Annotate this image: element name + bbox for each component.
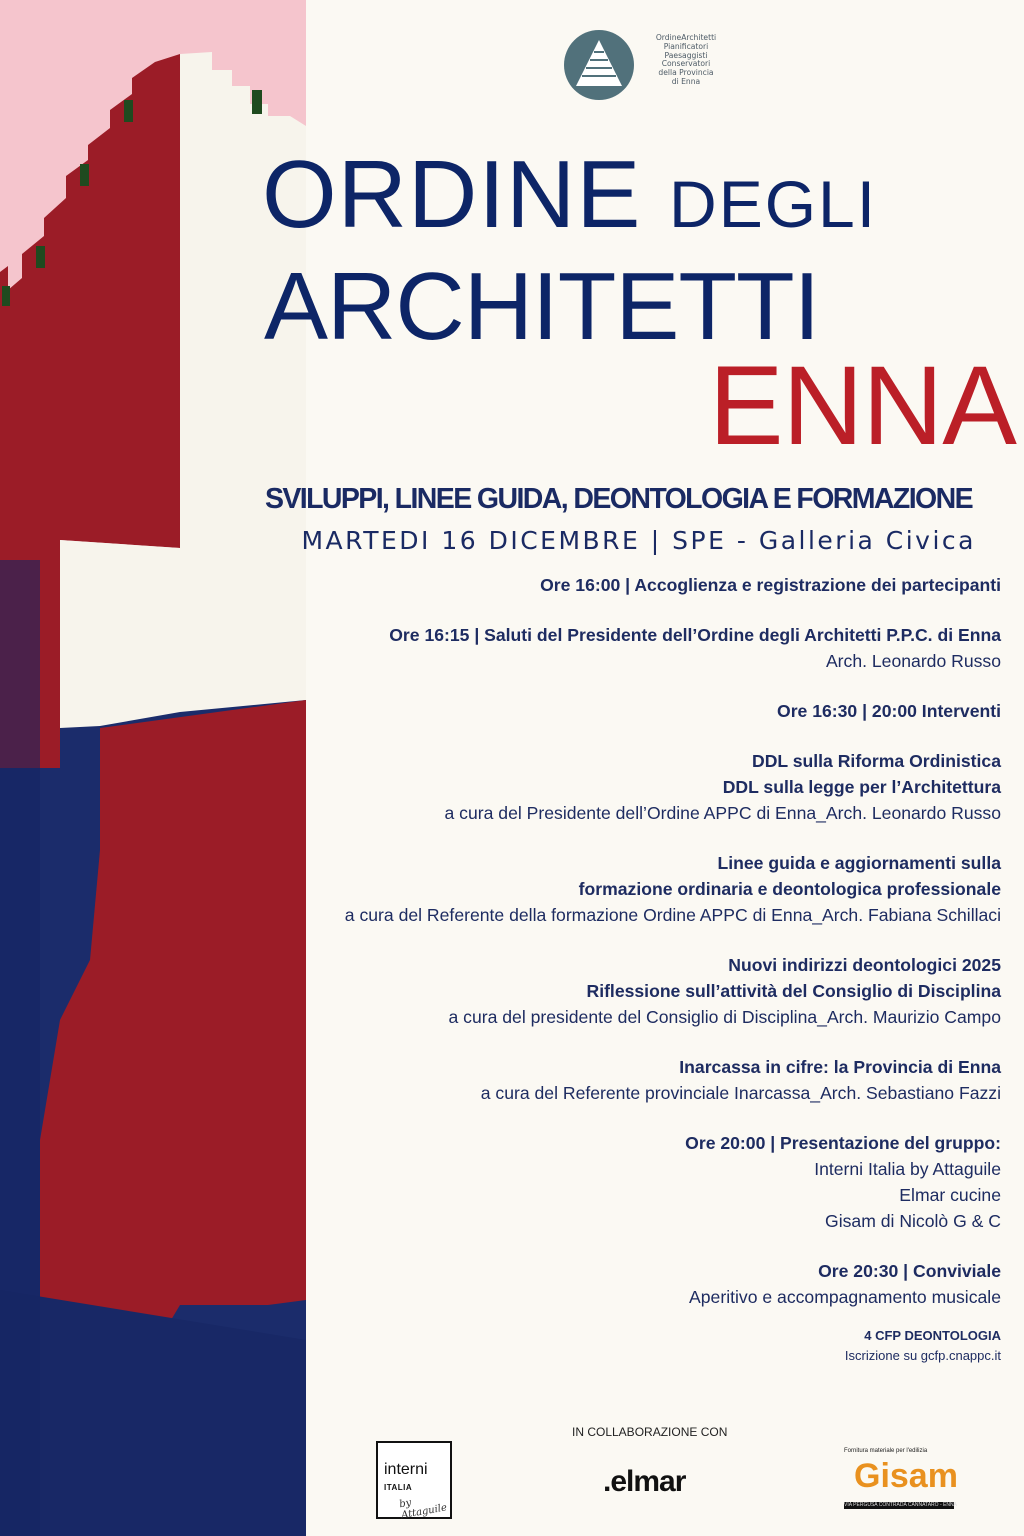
sponsor-name: Interni Italia by Attaguile [814,1159,1001,1179]
interni-logo-signature: by Attaguile [398,1497,448,1522]
logo-line: Paesaggisti [664,50,708,60]
talk-speaker: a cura del presidente del Consiglio di Disciplina_Arch. Maurizio Campo [448,1007,1001,1027]
talk-speaker: a cura del Referente provinciale Inarcassa_Arch. Sebastiano Fazzi [480,1083,1001,1103]
collab-label: IN COLLABORAZIONE CON [572,1425,728,1439]
logo-line: Conservatori [661,59,711,69]
program-item: Ore 16:30 | 20:00 Interventi [777,701,1001,721]
talk-speaker: a cura del Referente della formazione Ordine APPC di Enna_Arch. Fabiana Schillaci [344,905,1001,925]
gisam-logo [844,1448,958,1520]
triangle-logo-icon [564,30,634,100]
title-line-2: ARCHITETTI [264,253,820,360]
elmar-logo: .elmar [603,1465,686,1498]
ordine-logo [564,30,734,120]
gisam-tagline: Fornitura materiale per l'edilizia [844,1448,928,1454]
title-line-1 [262,140,982,259]
title-ordine: ORDINE [262,141,642,248]
title-enna: ENNA [708,343,1016,468]
interni-logo-italia: ITALIA [384,1483,413,1492]
subtitle: SVILUPPI, LINEE GUIDA, DEONTOLOGIA E FORMAZIONE [264,483,972,515]
interni-logo [376,1441,452,1522]
registration-link[interactable]: Iscrizione su gcfp.cnappc.it [844,1348,1001,1363]
talk-title: Nuovi indirizzi deontologici 2025 [728,955,1001,975]
program-item-sub: Aperitivo e accompagnamento musicale [689,1287,1001,1307]
logo-line: OrdineArchitetti [655,33,717,42]
logo-text [638,34,734,87]
talk-title: Riflessione sull’attività del Consiglio di Disciplina [586,981,1001,1001]
program [246,572,1001,1366]
program-item: Ore 20:00 | Presentazione del gruppo: [685,1133,1001,1153]
talk-title: formazione ordinaria e deontologica professionale [578,879,1001,899]
talk-title: Inarcassa in cifre: la Provincia di Enna [679,1057,1001,1077]
talk-speaker: a cura del Presidente dell’Ordine APPC di Enna_Arch. Leonardo Russo [444,803,1001,823]
cfp-credits: 4 CFP DEONTOLOGIA [864,1328,1001,1343]
program-item: Ore 16:15 | Saluti del Presidente dell’Ordine degli Architetti P.P.C. di Enna [389,625,1001,645]
title-degli: DEGLI [669,167,878,241]
program-item: Ore 16:00 | Accoglienza e registrazione dei partecipanti [540,575,1001,595]
logo-line: Pianificatori [663,41,709,51]
logo-line: di Enna [671,76,701,86]
talk-title: Linee guida e aggiornamenti sulla [717,853,1001,873]
gisam-wordmark: Gisam [854,1457,958,1495]
talk-title: DDL sulla Riforma Ordinistica [752,751,1001,771]
interni-logo-text: interni [384,1461,428,1478]
logo-line: della Provincia [658,68,714,78]
sponsor-name: Elmar cucine [899,1185,1001,1205]
program-item: Ore 20:30 | Conviviale [818,1261,1001,1281]
gisam-address: VIA PERGUSA CONTRADA CANNATARO - ENNA [844,1502,957,1508]
program-item-sub: Arch. Leonardo Russo [825,651,1001,671]
sponsor-name: Gisam di Nicolò G & C [825,1211,1001,1231]
event-date: MARTEDI 16 DICEMBRE | SPE - Galleria Civica [301,526,976,555]
content-panel [262,0,1024,1536]
talk-title: DDL sulla legge per l’Architettura [722,777,1001,797]
